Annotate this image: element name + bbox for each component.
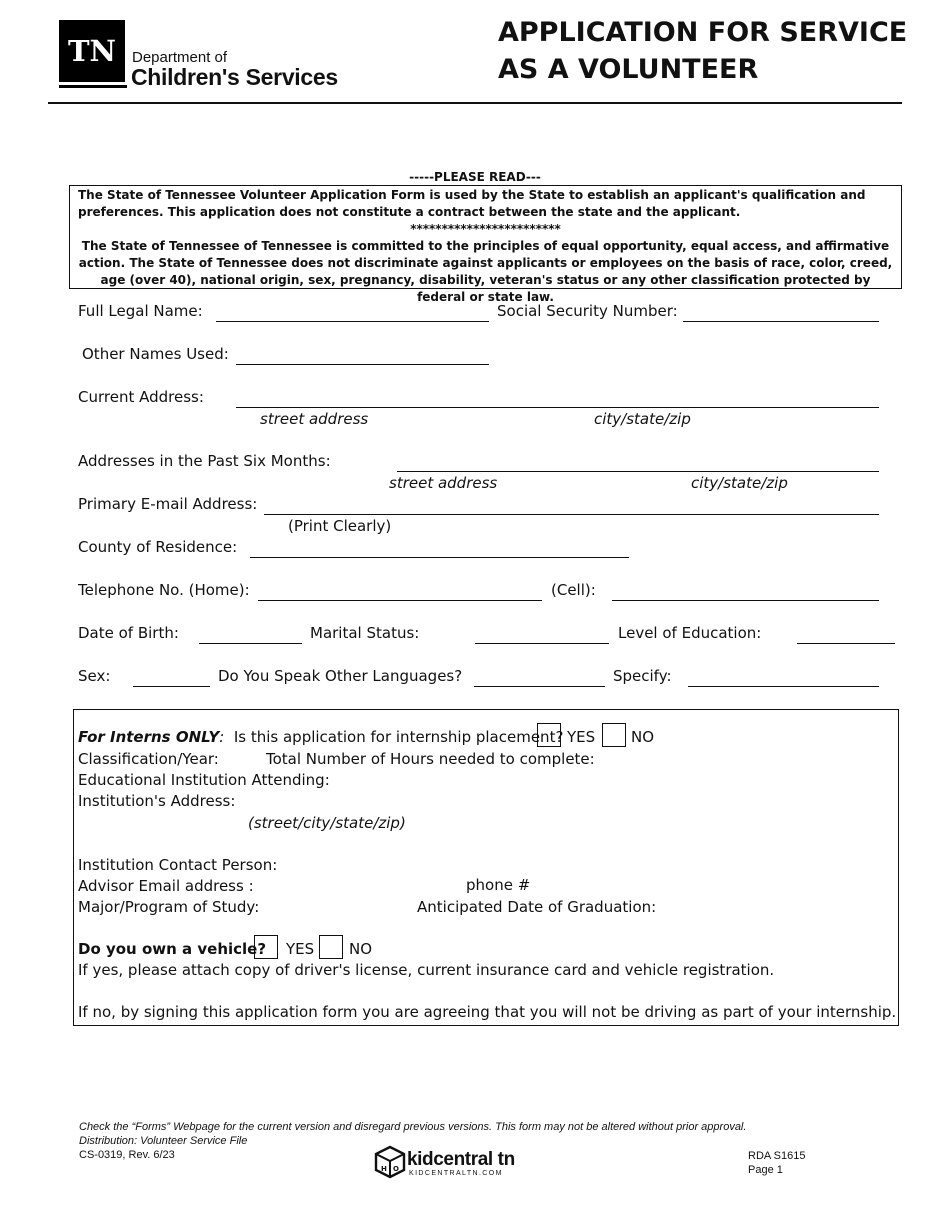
inst-address-label: Institution's Address: <box>78 792 236 810</box>
institution-label: Educational Institution Attending: <box>78 771 330 789</box>
kidcentral-url: KIDCENTRALTN.COM <box>409 1170 503 1177</box>
inst-address-hint: (street/city/state/zip) <box>248 814 406 832</box>
vehicle-question: Do you own a vehicle? <box>78 940 267 958</box>
current-city-hint: city/state/zip <box>594 410 691 428</box>
phone-cell-label: (Cell): <box>551 581 596 599</box>
marital-label: Marital Status: <box>310 624 420 642</box>
svg-text:H: H <box>381 1165 387 1173</box>
languages-label: Do You Speak Other Languages? <box>218 667 463 685</box>
full-name-field[interactable] <box>216 321 489 322</box>
county-field[interactable] <box>250 557 629 558</box>
page-number: Page 1 <box>748 1164 783 1176</box>
intern-no-label: NO <box>631 728 655 746</box>
advisor-phone-label: phone # <box>466 876 531 894</box>
ssn-field[interactable] <box>683 321 879 322</box>
ssn-label: Social Security Number: <box>497 302 678 320</box>
current-street-hint: street address <box>260 410 369 428</box>
languages-field[interactable] <box>474 686 605 687</box>
vehicle-yes-checkbox[interactable] <box>254 935 278 959</box>
vehicle-yes-instructions: If yes, please attach copy of driver's license, current insurance card and vehicle registration. <box>78 961 775 979</box>
current-address-field[interactable] <box>236 407 879 408</box>
dept-name-line2: Children's Services <box>131 64 338 90</box>
notice-para1: The State of Tennessee Volunteer Application Form is used by the State to establish an applicant's qualification and preferences. This application does not constitute a contract between the state and the applicant. <box>78 188 866 219</box>
header-divider <box>48 102 902 104</box>
past-street-hint: street address <box>389 474 498 492</box>
form-number: CS-0319, Rev. 6/23 <box>79 1149 175 1161</box>
rda-number: RDA S1615 <box>748 1150 806 1162</box>
distribution-note: Distribution: Volunteer Service File <box>79 1135 248 1147</box>
title-line2: AS A VOLUNTEER <box>498 54 759 85</box>
title-line1: APPLICATION FOR SERVICE <box>498 17 908 48</box>
notice-box <box>69 185 902 304</box>
sex-label: Sex: <box>78 667 111 685</box>
kidcentral-cube-icon <box>373 1145 407 1179</box>
notice-separator: ************************ <box>410 222 561 236</box>
past-addresses-label: Addresses in the Past Six Months: <box>78 452 331 470</box>
past-addresses-field[interactable] <box>397 471 879 472</box>
contact-person-label: Institution Contact Person: <box>78 856 278 874</box>
phone-home-field[interactable] <box>258 600 542 601</box>
dob-field[interactable] <box>199 643 302 644</box>
print-clearly-note: (Print Clearly) <box>288 517 392 535</box>
vehicle-no-checkbox[interactable] <box>319 935 343 959</box>
phone-home-label: Telephone No. (Home): <box>78 581 250 599</box>
dob-label: Date of Birth: <box>78 624 179 642</box>
logo-underline <box>59 85 127 88</box>
intern-yes-checkbox[interactable] <box>537 723 561 747</box>
current-address-label: Current Address: <box>78 388 204 406</box>
education-field[interactable] <box>797 643 895 644</box>
specify-label: Specify: <box>613 667 672 685</box>
intern-question-row: For Interns ONLY: Is this application for internship placement? <box>78 728 564 746</box>
intern-lead: For Interns ONLY <box>78 728 220 746</box>
tn-logo-mark: TN <box>59 20 125 82</box>
please-read-heading: -----PLEASE READ--- <box>409 170 541 184</box>
full-name-label: Full Legal Name: <box>78 302 203 320</box>
other-names-label: Other Names Used: <box>82 345 229 363</box>
vehicle-no-instructions: If no, by signing this application form you are agreeing that you will not be driving as part of your internship. <box>78 1003 897 1021</box>
intern-yes-label: YES <box>567 728 596 746</box>
kidcentral-brand: kidcentral tn <box>407 1149 515 1170</box>
county-label: County of Residence: <box>78 538 238 556</box>
classification-label: Classification/Year: <box>78 750 219 768</box>
email-field[interactable] <box>264 514 879 515</box>
page-title <box>498 14 907 88</box>
svg-text:O: O <box>393 1165 399 1173</box>
notice-para2: The State of Tennessee of Tennessee is committed to the principles of equal opportunity, equal access, and affirmative action. The State of Tennessee does not discriminate against applicants or employees on the basis of race, color, creed, age (over 40), national origin, sex, pregnancy, disability, veteran's status or any other classification protected by federal or state law. <box>78 239 893 304</box>
hours-label: Total Number of Hours needed to complete: <box>266 750 595 768</box>
graduation-date-label: Anticipated Date of Graduation: <box>417 898 657 916</box>
vehicle-no-label: NO <box>349 940 373 958</box>
email-label: Primary E-mail Address: <box>78 495 258 513</box>
major-label: Major/Program of Study: <box>78 898 260 916</box>
sex-field[interactable] <box>133 686 210 687</box>
forms-note: Check the “Forms” Webpage for the current version and disregard previous versions. This form may not be altered without prior approval. <box>79 1121 747 1133</box>
advisor-email-label: Advisor Email address : <box>78 877 254 895</box>
intern-no-checkbox[interactable] <box>602 723 626 747</box>
past-city-hint: city/state/zip <box>691 474 788 492</box>
other-names-field[interactable] <box>236 364 489 365</box>
intern-question: Is this application for internship placement? <box>233 728 564 746</box>
marital-field[interactable] <box>475 643 609 644</box>
dept-name-line1: Department of <box>132 49 228 66</box>
vehicle-yes-label: YES <box>286 940 315 958</box>
specify-field[interactable] <box>688 686 879 687</box>
phone-cell-field[interactable] <box>612 600 879 601</box>
education-label: Level of Education: <box>618 624 762 642</box>
